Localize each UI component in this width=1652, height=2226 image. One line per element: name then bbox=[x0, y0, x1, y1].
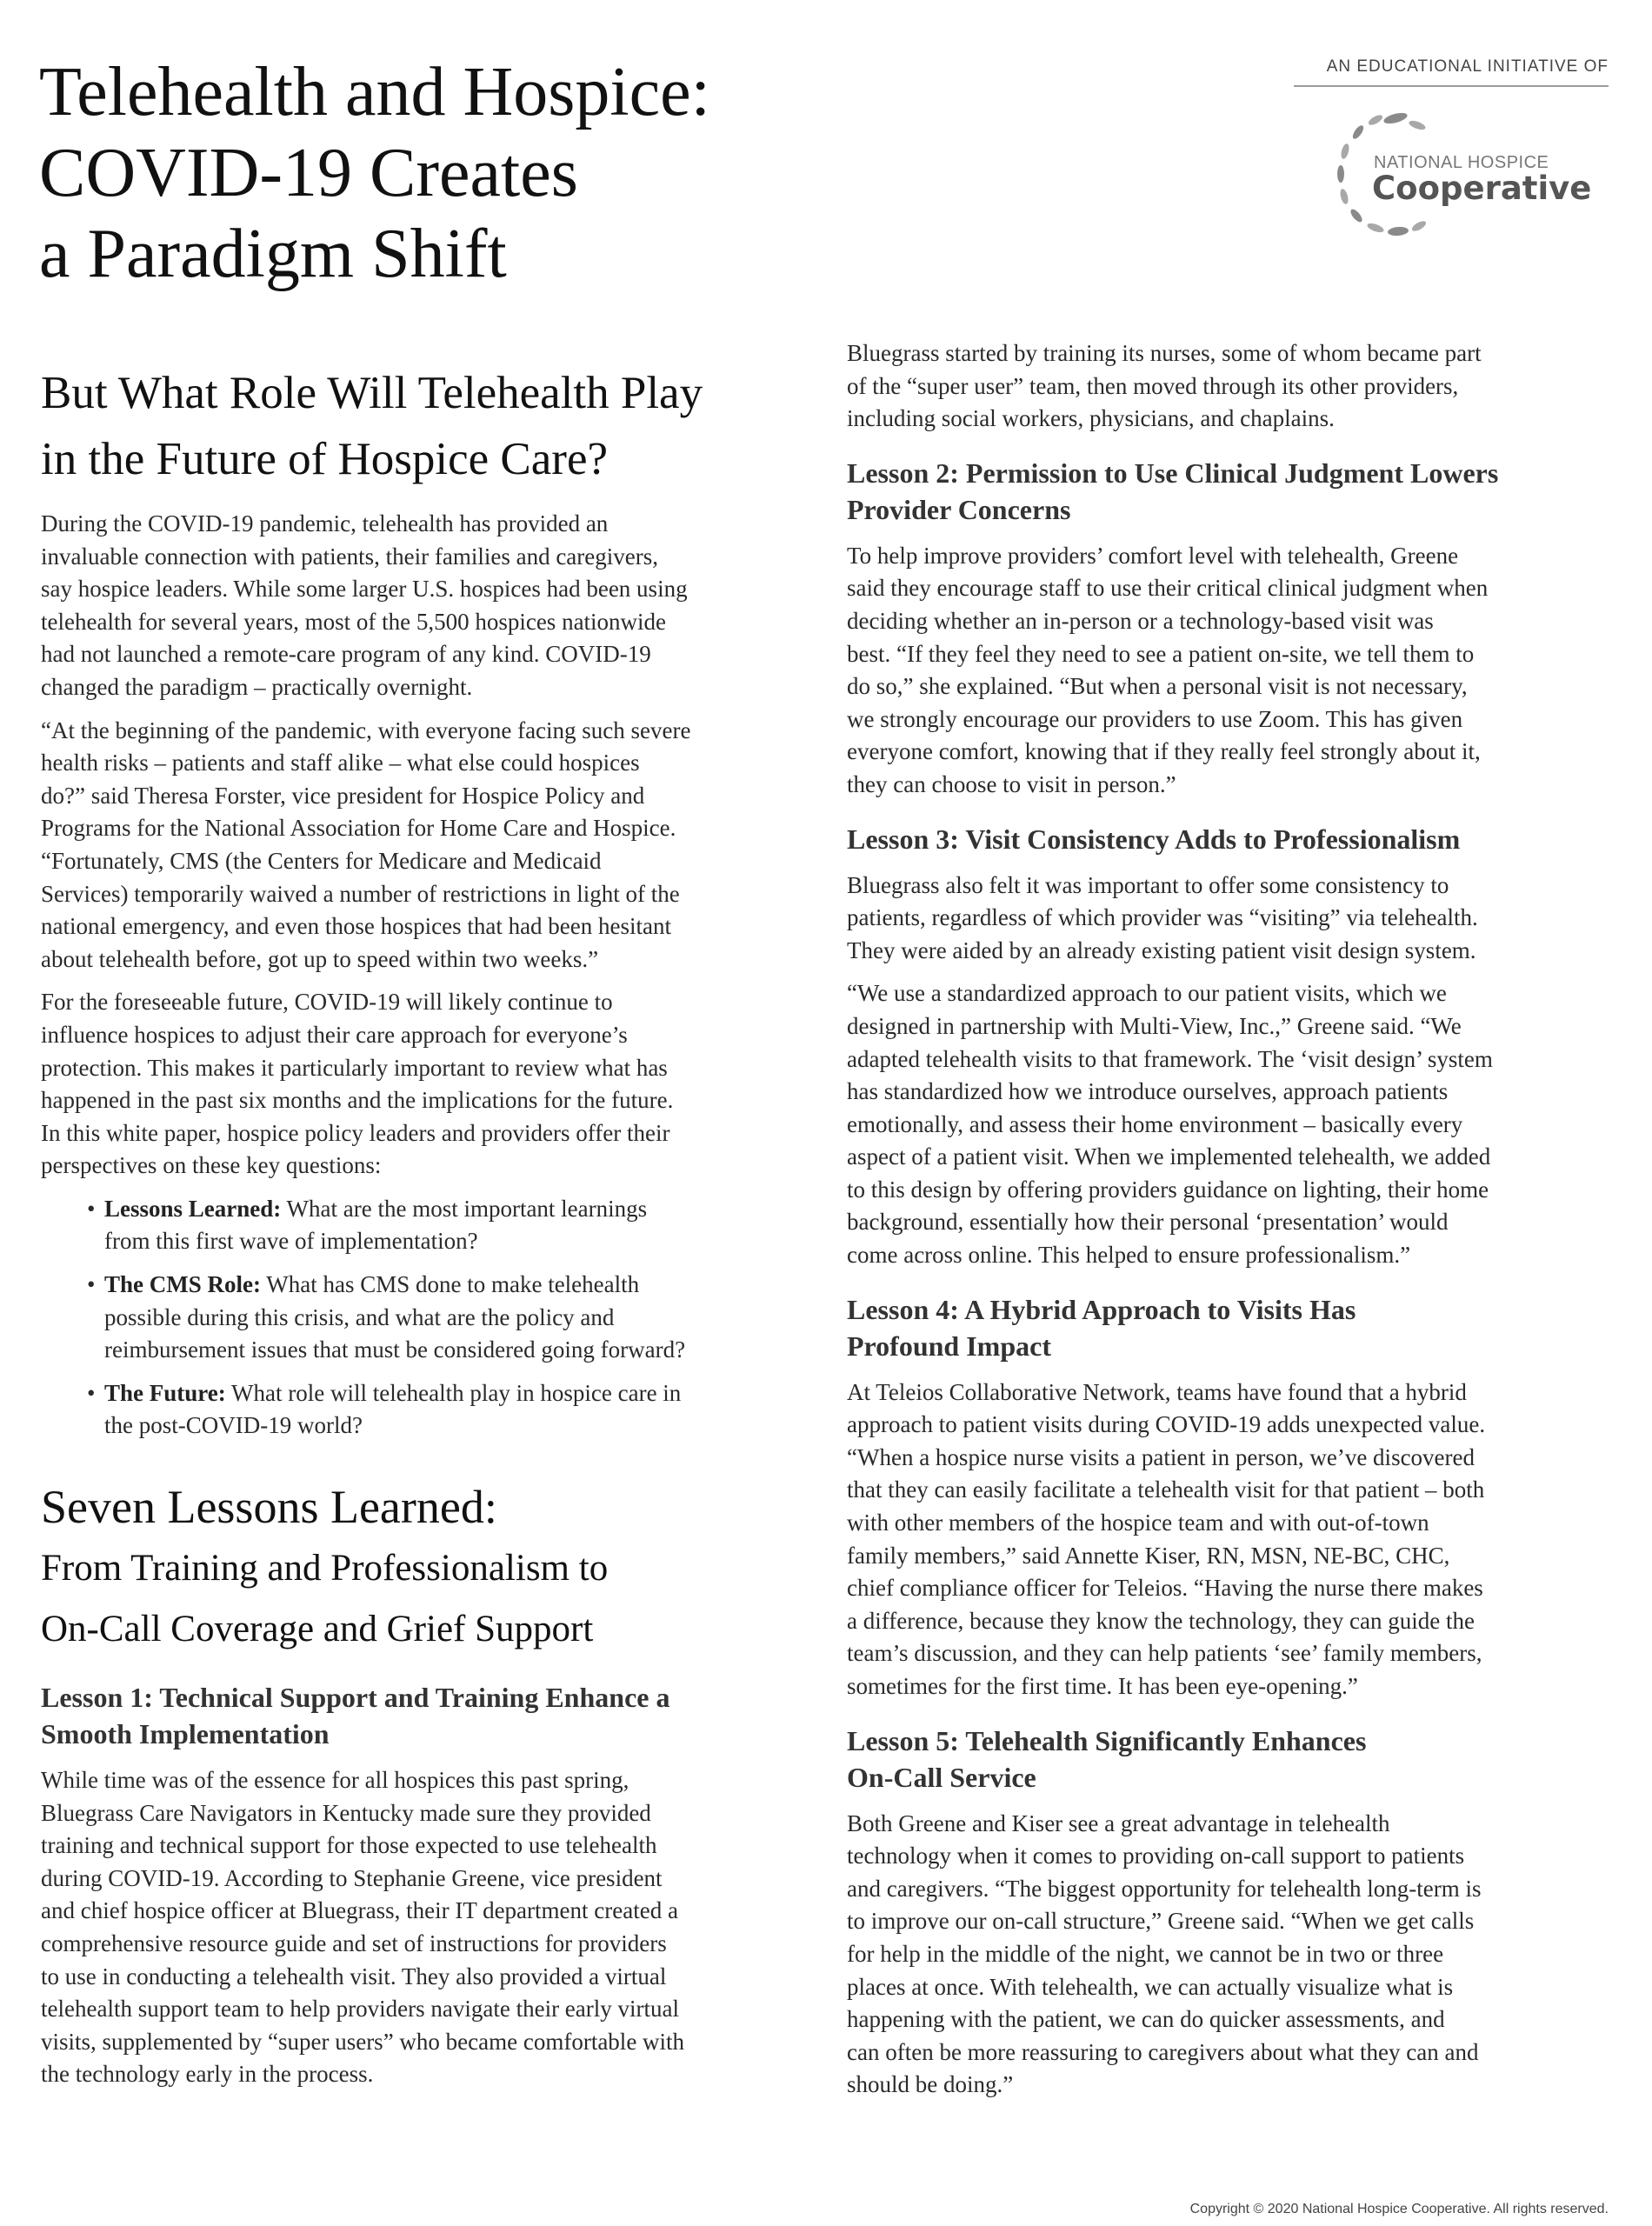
text-line: perspectives on these key questions: bbox=[41, 1152, 382, 1179]
list-item bbox=[87, 1269, 810, 1367]
text-line: can often be more reassuring to caregivers about what they can and bbox=[847, 2038, 1479, 2065]
lesson-5-title bbox=[847, 1723, 1612, 1796]
text-line: and chief hospice officer at Bluegrass, their IT department created a bbox=[41, 1897, 678, 1924]
text-line: adapted telehealth visits to that framework. The ‘visit design’ system bbox=[847, 1045, 1493, 1072]
text-line: telehealth for several years, most of the 5,500 hospices nationwide bbox=[41, 608, 667, 635]
text-line: say hospice leaders. While some larger U.S. hospices had been using bbox=[41, 576, 688, 603]
text-line: deciding whether an in-person or a technology-based visit was bbox=[847, 607, 1434, 634]
page-title bbox=[39, 52, 874, 295]
text-line: training and technical support for those expected to use telehealth bbox=[41, 1832, 657, 1859]
text-line: of the “super user” team, then moved through its other providers, bbox=[847, 372, 1459, 399]
text-line: to this design by offering providers guidance on lighting, their home bbox=[847, 1176, 1489, 1203]
initiative-label: AN EDUCATIONAL INITIATIVE OF bbox=[1326, 57, 1609, 76]
text-line: invaluable connection with patients, their families and caregivers, bbox=[41, 543, 659, 570]
section-heading: Seven Lessons Learned: bbox=[41, 1481, 497, 1534]
intro-paragraph bbox=[41, 508, 810, 704]
text-line: telehealth support team to help providers navigate their early virtual bbox=[41, 1996, 679, 2023]
title-line: Lesson 1: Technical Support and Training Enhance a bbox=[41, 1682, 670, 1714]
title-line: Telehealth and Hospice: bbox=[39, 54, 710, 130]
list-item bbox=[87, 1377, 810, 1443]
bullet-label: The Future: bbox=[104, 1379, 226, 1406]
intro-paragraph bbox=[41, 986, 810, 1183]
text-line: approach to patient visits during COVID-19 adds unexpected value. bbox=[847, 1411, 1486, 1438]
text-line: health risks – patients and staff alike – what else could hospices bbox=[41, 750, 640, 776]
text-line: “Fortunately, CMS (the Centers for Medicare and Medicaid bbox=[41, 847, 602, 874]
text-line: influence hospices to adjust their care approach for everyone’s bbox=[41, 1021, 628, 1048]
subtitle bbox=[41, 360, 810, 492]
text-line: and caregivers. “The biggest opportunity for telehealth long-term is bbox=[847, 1875, 1482, 1902]
subtitle-line: But What Role Will Telehealth Play bbox=[41, 368, 703, 418]
lesson-3-title bbox=[847, 821, 1612, 857]
text-line: possible during this crisis, and what are the policy and bbox=[104, 1303, 615, 1330]
list-item bbox=[87, 1193, 810, 1258]
logo-org-small: NATIONAL HOSPICE bbox=[1374, 153, 1549, 172]
text-line: we strongly encourage our providers to use Zoom. This has given bbox=[847, 705, 1463, 732]
text-line: aspect of a patient visit. When we implemented telehealth, we added bbox=[847, 1143, 1491, 1170]
logo-org-name: Cooperative bbox=[1372, 170, 1592, 207]
text-line: to improve our on-call structure,” Greene said. “When we get calls bbox=[847, 1908, 1475, 1935]
title-line: On-Call Service bbox=[847, 1761, 1036, 1793]
text-line: “At the beginning of the pandemic, with everyone facing such severe bbox=[41, 716, 691, 743]
lesson-2-paragraph bbox=[847, 540, 1612, 802]
text-line: team’s discussion, and they can help patients ‘see’ family members, bbox=[847, 1640, 1482, 1667]
key-questions-list bbox=[41, 1193, 810, 1443]
text-line: Services) temporarily waived a number of restrictions in light of the bbox=[41, 880, 680, 907]
text-line: comprehensive resource guide and set of instructions for providers bbox=[41, 1930, 667, 1956]
text-line: Bluegrass also felt it was important to offer some consistency to bbox=[847, 871, 1449, 898]
bullet-label: The CMS Role: bbox=[104, 1271, 261, 1298]
text-line: What are the most important learnings bbox=[281, 1195, 648, 1222]
lesson-4-paragraph bbox=[847, 1376, 1612, 1703]
lesson-5-paragraph bbox=[847, 1808, 1612, 2102]
text-line: best. “If they feel they need to see a patient on-site, we tell them to bbox=[847, 640, 1475, 667]
text-line: including social workers, physicians, and chaplains. bbox=[847, 405, 1335, 432]
text-line: chief compliance officer for Teleios. “Having the nurse there makes bbox=[847, 1575, 1483, 1602]
text-line: patients, regardless of which provider was “visiting” via telehealth. bbox=[847, 904, 1478, 931]
text-line: “When a hospice nurse visits a patient in person, we’ve discovered bbox=[847, 1443, 1475, 1470]
text-line: At Teleios Collaborative Network, teams have found that a hybrid bbox=[847, 1378, 1467, 1405]
text-line: family members,” said Annette Kiser, RN, MSN, NE-BC, CHC, bbox=[847, 1542, 1450, 1569]
text-line: had not launched a remote-care program of any kind. COVID-19 bbox=[41, 641, 651, 668]
text-line: happening with the patient, we can do quicker assessments, and bbox=[847, 2006, 1445, 2033]
text-line: a difference, because they know the technology, they can guide the bbox=[847, 1607, 1475, 1634]
text-line: should be doing.” bbox=[847, 2071, 1014, 2098]
text-line: places at once. With telehealth, we can actually visualize what is bbox=[847, 1973, 1454, 2000]
text-line: for help in the middle of the night, we cannot be in two or three bbox=[847, 1940, 1444, 1967]
lesson-3-paragraph bbox=[847, 977, 1612, 1271]
text-line: do?” said Theresa Forster, vice president for Hospice Policy and bbox=[41, 782, 645, 809]
divider bbox=[1294, 85, 1609, 87]
lesson-1-paragraph bbox=[41, 1764, 810, 2091]
text-line: national emergency, and even those hospices that had been hesitant bbox=[41, 913, 672, 940]
title-line: Lesson 5: Telehealth Significantly Enhances bbox=[847, 1724, 1367, 1756]
text-line: the technology early in the process. bbox=[41, 2061, 374, 2088]
logo-block bbox=[1278, 52, 1609, 270]
text-line: For the foreseeable future, COVID-19 will likely continue to bbox=[41, 989, 613, 1016]
text-line: What has CMS done to make telehealth bbox=[260, 1271, 640, 1298]
title-line: Lesson 2: Permission to Use Clinical Judgment Lowers bbox=[847, 457, 1499, 489]
right-column bbox=[847, 337, 1612, 2112]
lesson-1-paragraph bbox=[847, 337, 1612, 436]
text-line: visits, supplemented by “super users” who became comfortable with bbox=[41, 2028, 685, 2055]
text-line: designed in partnership with Multi-View, Inc.,” Greene said. “We bbox=[847, 1012, 1462, 1039]
text-line: Programs for the National Association for Home Care and Hospice. bbox=[41, 815, 676, 842]
text-line: said they encourage staff to use their critical clinical judgment when bbox=[847, 575, 1489, 602]
text-line: What role will telehealth play in hospice care in bbox=[225, 1379, 682, 1406]
text-line: technology when it comes to providing on-call support to patients bbox=[847, 1843, 1465, 1869]
text-line: to use in conducting a telehealth visit. They also provided a virtual bbox=[41, 1963, 667, 1989]
bullet-icon: • bbox=[87, 1271, 96, 1298]
text-line: with other members of the hospice team and with out-of-town bbox=[847, 1510, 1429, 1536]
text-line: changed the paradigm – practically overnight. bbox=[41, 673, 473, 700]
text-line: about telehealth before, got up to speed within two weeks.” bbox=[41, 945, 599, 972]
text-line: they can choose to visit in person.” bbox=[847, 770, 1176, 797]
text-line: To help improve providers’ comfort level with telehealth, Greene bbox=[847, 542, 1459, 569]
text-line: Bluegrass Care Navigators in Kentucky made sure they provided bbox=[41, 1799, 651, 1826]
bullet-icon: • bbox=[87, 1195, 96, 1222]
text-line: reimbursement issues that must be considered going forward? bbox=[104, 1336, 686, 1363]
subheading-line: On-Call Coverage and Grief Support bbox=[41, 1609, 594, 1650]
text-line: emotionally, and assess their home environment – basically every bbox=[847, 1110, 1463, 1137]
text-line: during COVID-19. According to Stephanie Greene, vice president bbox=[41, 1864, 663, 1891]
title-line: Smooth Implementation bbox=[41, 1718, 330, 1750]
text-line: come across online. This helped to ensure professionalism.” bbox=[847, 1242, 1411, 1269]
text-line: protection. This makes it particularly important to review what has bbox=[41, 1054, 668, 1081]
title-line: COVID-19 Creates bbox=[39, 135, 578, 211]
text-line: happened in the past six months and the implications for the future. bbox=[41, 1087, 674, 1114]
lesson-4-title bbox=[847, 1291, 1612, 1364]
lesson-1-title bbox=[41, 1679, 810, 1752]
text-line: Both Greene and Kiser see a great advantage in telehealth bbox=[847, 1809, 1390, 1836]
title-line: Provider Concerns bbox=[847, 493, 1071, 525]
text-line: that they can easily facilitate a telehealth visit for that patient – both bbox=[847, 1476, 1485, 1503]
text-line: from this first wave of implementation? bbox=[104, 1228, 478, 1255]
text-line: everyone comfort, knowing that if they really feel strongly about it, bbox=[847, 738, 1481, 765]
bullet-label: Lessons Learned: bbox=[104, 1195, 282, 1222]
text-line: They were aided by an already existing patient visit design system. bbox=[847, 936, 1476, 963]
title-line: a Paradigm Shift bbox=[39, 216, 507, 292]
copyright-notice: Copyright © 2020 National Hospice Cooperative. All rights reserved. bbox=[1189, 2202, 1609, 2216]
subtitle-line: in the Future of Hospice Care? bbox=[41, 434, 608, 484]
bullet-icon: • bbox=[87, 1379, 96, 1406]
text-line: background, essentially how their personal ‘presentation’ would bbox=[847, 1209, 1449, 1236]
text-line: While time was of the essence for all hospices this past spring, bbox=[41, 1767, 629, 1794]
text-line: In this white paper, hospice policy leaders and providers offer their bbox=[41, 1119, 670, 1146]
lesson-2-title bbox=[847, 455, 1612, 528]
section-subheading bbox=[41, 1538, 810, 1660]
text-line: Bluegrass started by training its nurses, some of whom became part bbox=[847, 340, 1482, 366]
text-line: During the COVID-19 pandemic, telehealth has provided an bbox=[41, 510, 609, 537]
title-line: Lesson 4: A Hybrid Approach to Visits Has bbox=[847, 1293, 1356, 1325]
title-line: Lesson 3: Visit Consistency Adds to Professionalism bbox=[847, 823, 1461, 855]
left-column bbox=[41, 360, 810, 2102]
text-line: the post-COVID-19 world? bbox=[104, 1412, 363, 1439]
subheading-line: From Training and Professionalism to bbox=[41, 1548, 609, 1590]
text-line: has standardized how we introduce ourselves, approach patients bbox=[847, 1078, 1449, 1105]
quote-paragraph bbox=[41, 715, 810, 976]
text-line: do so,” she explained. “But when a personal visit is not necessary, bbox=[847, 673, 1468, 700]
text-line: sometimes for the first time. It has been eye-opening.” bbox=[847, 1673, 1358, 1699]
lesson-3-paragraph bbox=[847, 870, 1612, 968]
text-line: “We use a standardized approach to our patient visits, which we bbox=[847, 980, 1447, 1007]
title-line: Profound Impact bbox=[847, 1330, 1051, 1362]
